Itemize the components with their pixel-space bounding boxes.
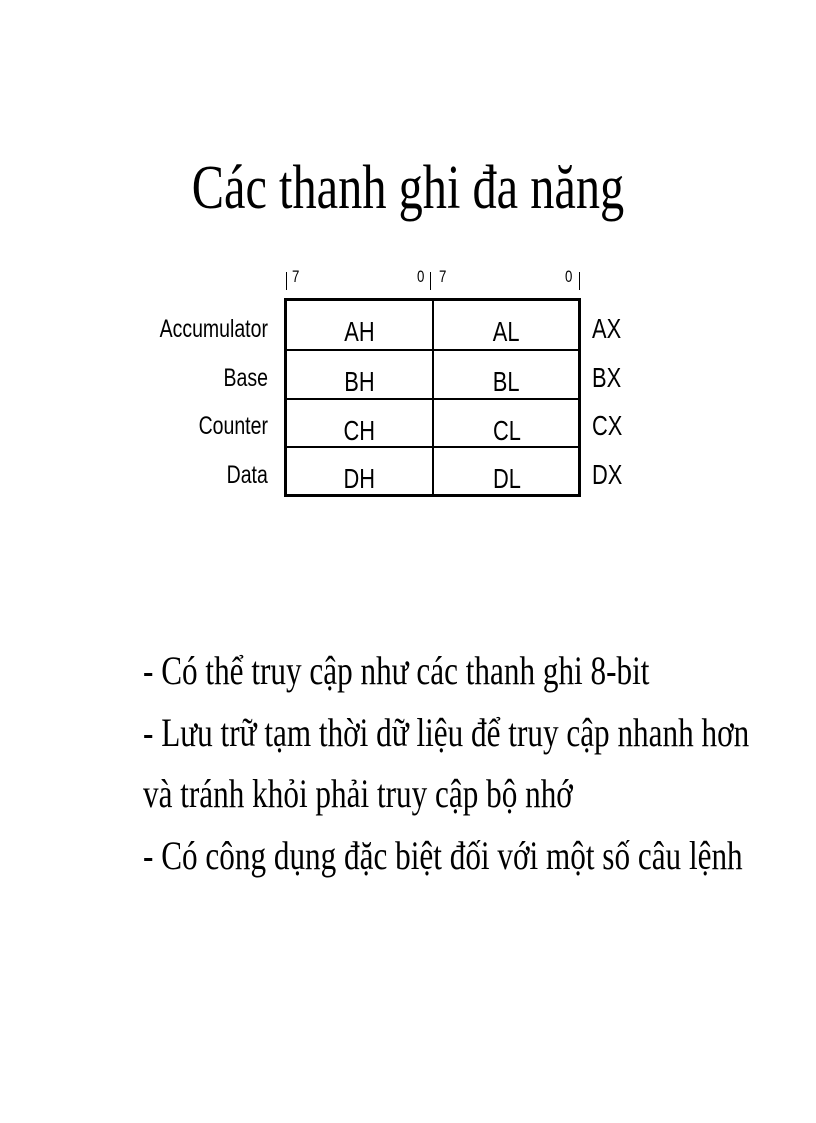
bullet-item: - Có thể truy cập như các thanh ghi 8-bit	[143, 648, 650, 693]
register-high-cell: DH	[343, 462, 376, 494]
bit-label-high-lsb: 0	[417, 267, 425, 286]
bit-label-low-msb: 7	[439, 267, 447, 286]
register-pair-cx: CX	[592, 410, 623, 441]
bit-tick	[286, 272, 287, 290]
register-pair-dx: DX	[592, 459, 623, 490]
bit-tick	[579, 272, 580, 290]
register-name-accumulator: Accumulator	[159, 315, 268, 343]
register-name-data: Data	[226, 461, 268, 489]
register-name-counter: Counter	[198, 412, 268, 440]
register-high-cell: BH	[344, 366, 375, 398]
bullet-item-continuation: và tránh khỏi phải truy cập bộ nhớ	[143, 771, 573, 816]
register-high-cell: AH	[344, 316, 375, 348]
register-low-cell: CL	[492, 414, 521, 446]
register-high-cell: CH	[343, 414, 376, 446]
register-byte-divider	[432, 301, 434, 494]
register-pair-ax: AX	[592, 313, 622, 344]
register-low-cell: AL	[493, 316, 520, 348]
register-name-base: Base	[223, 364, 268, 392]
bullet-item: - Có công dụng đặc biệt đối với một số câu lệnh	[143, 832, 743, 878]
register-low-cell: DL	[492, 462, 521, 494]
bit-tick	[430, 272, 431, 290]
register-low-cell: BL	[493, 366, 520, 398]
register-pair-bx: BX	[592, 362, 622, 393]
bullet-item: - Lưu trữ tạm thời dữ liệu để truy cập nhanh hơn	[143, 709, 750, 755]
register-table	[284, 298, 581, 497]
bit-label-high-msb: 7	[292, 267, 300, 286]
page-title: Các thanh ghi đa năng	[191, 154, 625, 222]
bit-label-low-lsb: 0	[565, 267, 573, 286]
bullet-list	[143, 640, 750, 886]
